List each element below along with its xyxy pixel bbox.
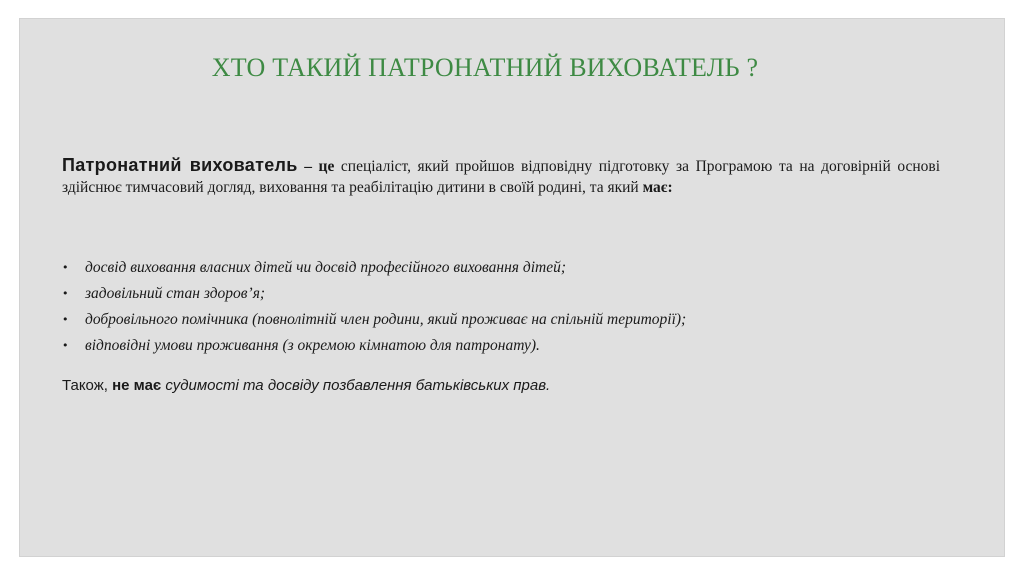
definition-paragraph: [62, 155, 940, 198]
requirements-list: [62, 255, 962, 359]
definition-bold-word: це: [318, 158, 335, 175]
also-lead: Також,: [62, 377, 108, 394]
also-paragraph: [62, 377, 550, 394]
list-item: [62, 333, 962, 359]
definition-text: спеціаліст, який пройшов відповідну підготовку за Програмою та на договірній основі здійснює тимчасовий догляд, виховання та реабілітацію дитини в своїй родині, та який: [62, 158, 941, 196]
slide: [20, 19, 1004, 556]
list-item: [62, 307, 962, 333]
also-bold: не має: [112, 377, 162, 394]
slide-title: ХТО ТАКИЙ ПАТРОНАТНИЙ ВИХОВАТЕЛЬ ?: [211, 53, 759, 82]
bullet-icon: •: [62, 339, 69, 352]
requirement-text: задовільний стан здоров’я;: [85, 285, 266, 302]
requirement-text: досвід виховання власних дітей чи досвід професійного виховання дітей;: [85, 259, 567, 276]
also-rest: судимості та досвіду позбавлення батьківських прав.: [165, 377, 551, 394]
list-item: [62, 255, 962, 281]
list-item: [62, 281, 962, 307]
requirement-text: відповідні умови проживання (з окремою кімнатою для патронату).: [85, 337, 540, 354]
definition-term: Патронатний вихователь: [62, 155, 298, 175]
bullet-icon: •: [62, 261, 69, 274]
requirement-text: добровільного помічника (повнолітній член родини, який проживає на спільній території);: [85, 311, 687, 328]
definition-ending: має:: [642, 179, 673, 196]
definition-dash: –: [304, 158, 312, 175]
bullet-icon: •: [62, 313, 69, 326]
bullet-icon: •: [62, 287, 69, 300]
